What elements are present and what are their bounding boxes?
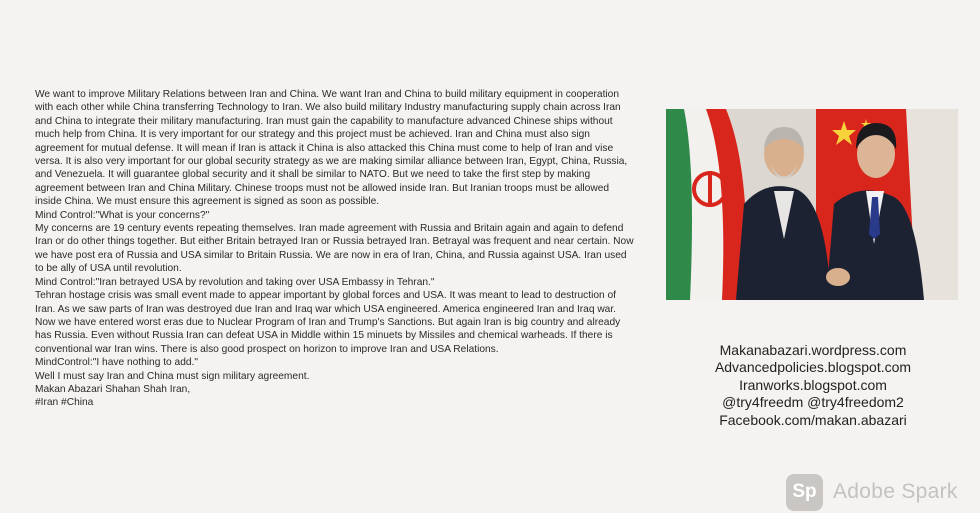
iran-flag-shape [666,109,747,300]
handshake-illustration [666,109,958,300]
handshake-photo [666,109,958,300]
link-iranworks[interactable]: Iranworks.blogspot.com [739,376,887,393]
spark-logo-icon: Sp [786,474,823,511]
paragraph-intro: We want to improve Military Relations between Iran and China. We want Iran and China to build military equipment in cooperation with each other while China transferring Technology to Iran. We also build military Industry manufacturing supply chain across Iran and China to integrate their military manufacturing. Iran must gain the capability to manufacture advanced Chinese ships without much help from China. It is very important for our strategy and this project must be achieved. Iran and China must also sign agreement for mutual defense. It will mean if Iran is attack it China is also attacked this China must come to help of Iran and vise versa. It is also very important for our global security strategy as we are making similar alliance between Iran, Egypt, China, Russia, and Venezuela. It will guarantee global security and it shall be similar to NATO. But we need to take the first step by making agreement between Iran and China Military. Chinese troops must not be allowed inside Iran. But Iranian troops must be allowed inside China. We must ensure this agreement is signed as soon as possible. [35,89,628,208]
signature: Makan Abazari Shahan Shah Iran, [35,383,191,395]
answer-3: Well I must say Iran and China must sign military agreement. [35,370,310,382]
handshake-shape [826,268,850,286]
brand-name: Adobe Spark [833,480,958,503]
link-advancedpolicies[interactable]: Advancedpolicies.blogspot.com [714,359,912,376]
question-1: Mind Control:"What is your concerns?" [35,209,210,221]
question-3: MindControl:"I have nothing to add." [35,357,198,369]
answer-1: My concerns are 19 century events repeating themselves. Iran made agreement with Russia and Britain again and again to defend Iran or do other things together. But either Britain betrayed Iran or Russia betrayed Iran. Betrayal was frequent and near certain. Now we have post era of Russia and USA similar to Britain Russia. We are now in era of Iran, China, and Russia against USA. Iran used to be ally of USA until revolution. [35,223,634,275]
question-2: Mind Control:"Iran betrayed USA by revolution and taking over USA Embassy in Tehran." [35,276,435,288]
links-list [704,342,922,429]
link-facebook[interactable]: Facebook.com/makan.abazari [719,411,907,428]
hashtags: #Iran #China [35,397,94,409]
link-twitter-handles[interactable]: @try4freedm @try4freedom2 [722,394,904,411]
link-wordpress[interactable]: Makanabazari.wordpress.com [719,342,907,358]
answer-2: Tehran hostage crisis was small event made to appear important by global forces and USA. It was meant to lead to destruction of Iran. As we saw parts of Iran was destroyed due Iran and Iraq war which USA engineered. America engineered Iran and Iraq war. Now we have entered worst eras due to Nuclear Program of Iran and Trump's Sanctions. But again Iran is big country and already has Russia. Even without Russia Iran can defeat USA in Middle within 15 minuets by Missiles and chemical warheads. If there is conventional war Iran wins. There is also good prospect on horizon to improve Iran and USA Relations. [35,290,621,355]
adobe-spark-watermark[interactable] [786,474,958,510]
article-body [35,88,635,410]
